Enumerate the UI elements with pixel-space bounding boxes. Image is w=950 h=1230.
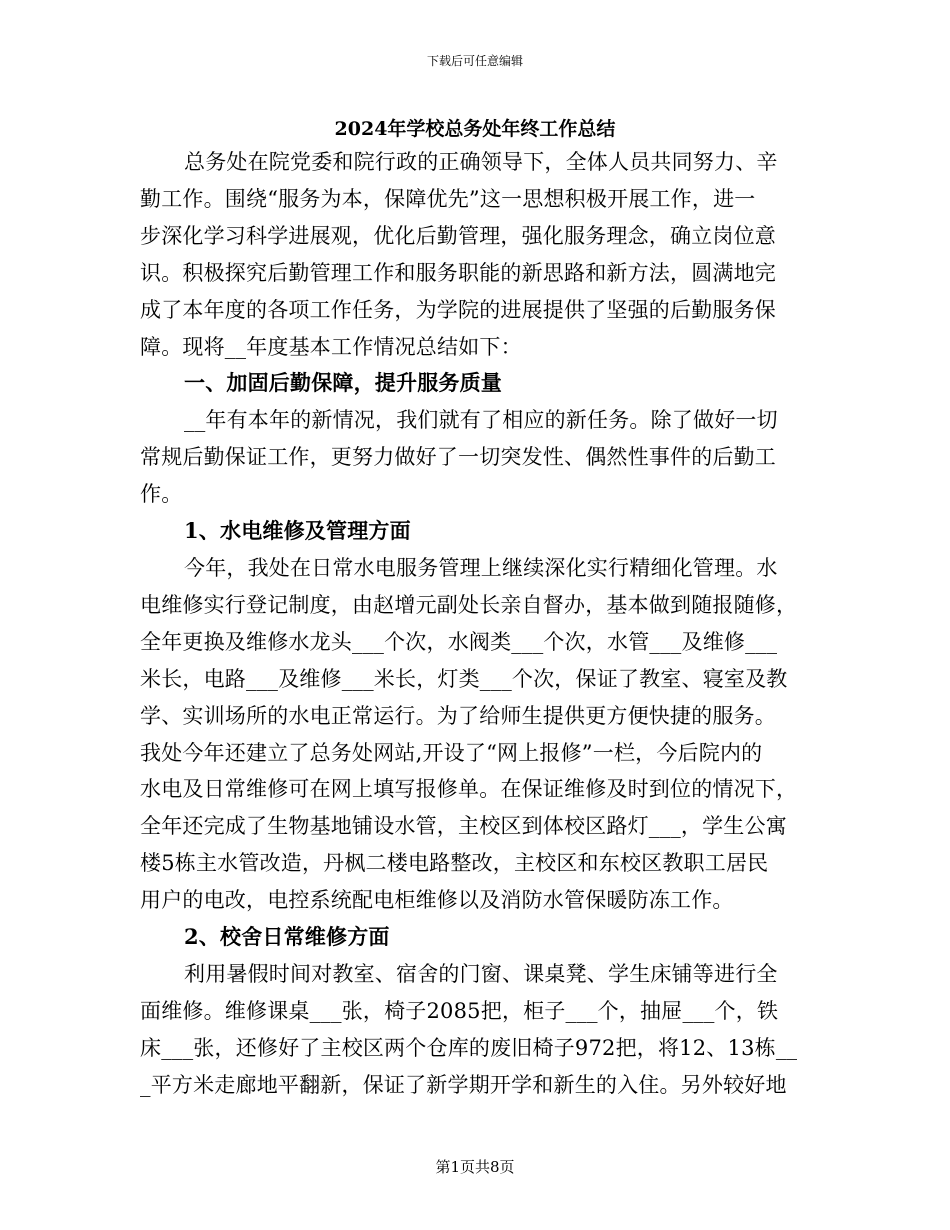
paragraph-line: 全年还完成了生物基地铺设水管，主校区到体校区路灯___，学生公寓 (140, 814, 787, 839)
paragraph-line: 步深化学习科学进展观，优化后勤管理，强化服务理念，确立岗位意 (140, 223, 776, 248)
paragraph-line: 勤工作。围绕“服务为本，保障优先”这一思想积极开展工作，进一 (140, 186, 756, 211)
page-footer: 第1页共8页 (435, 1158, 515, 1176)
paragraph-line: 米长，电路___及维修___米长，灯类___个次，保证了教室、寝室及教 (140, 666, 788, 691)
paragraph-line: 今年，我处在日常水电服务管理上继续深化实行精细化管理。水 (184, 555, 778, 580)
section-heading: 1、水电维修及管理方面 (184, 518, 411, 544)
paragraph-line: 床___张，还修好了主校区两个仓库的废旧椅子972把，将12、13栋__ (140, 1035, 798, 1060)
paragraph-line: 学、实训场所的水电正常运行。为了给师生提供更方便快捷的服务。 (140, 703, 776, 728)
paragraph-line: __年有本年的新情况，我们就有了相应的新任务。除了做好一切 (184, 408, 778, 433)
paragraph-line: 面维修。维修课桌___张，椅子2085把，柜子___个，抽屉___个，铁 (140, 998, 779, 1023)
paragraph-line: 楼5栋主水管改造，丹枫二楼电路整改，主校区和东校区教职工居民 (140, 851, 769, 876)
page-header-note: 下载后可任意编辑 (426, 54, 523, 68)
paragraph-line: 我处今年还建立了总务处网站,开设了“网上报修”一栏，今后院内的 (140, 740, 763, 765)
paragraph-line: 识。积极探究后勤管理工作和服务职能的新思路和新方法，圆满地完 (140, 260, 776, 285)
paragraph-line: 总务处在院党委和院行政的正确领导下，全体人员共同努力、辛 (184, 150, 778, 174)
section-heading: 2、校舍日常维修方面 (184, 924, 390, 950)
paragraph-line: 用户的电改，电控系统配电柜维修以及消防水管保暖防冻工作。 (140, 888, 734, 913)
section-heading: 一、加固后勤保障，提升服务质量 (184, 370, 502, 396)
paragraph-line: 常规后勤保证工作，更努力做好了一切突发性、偶然性事件的后勤工 (140, 445, 776, 470)
document-body (140, 144, 800, 1104)
paragraph-line: 全年更换及维修水龙头___个次，水阀类___个次，水管___及维修___ (140, 629, 778, 654)
paragraph-line: _平方米走廊地平翻新，保证了新学期开学和新生的入住。另外较好地 (140, 1072, 787, 1097)
document-title: 2024年学校总务处年终工作总结 (334, 118, 616, 140)
paragraph-line: 作。 (140, 482, 183, 507)
paragraph-line: 利用暑假时间对教室、宿舍的门窗、课桌凳、学生床铺等进行全 (184, 961, 778, 986)
paragraph-line: 障。现将__年度基本工作情况总结如下： (140, 334, 522, 359)
paragraph-line: 水电及日常维修可在网上填写报修单。在保证维修及时到位的情况下， (140, 777, 798, 802)
paragraph-line: 电维修实行登记制度，由赵增元副处长亲自督办，基本做到随报随修， (140, 592, 798, 617)
paragraph-line: 成了本年度的各项工作任务，为学院的进展提供了坚强的后勤服务保 (140, 297, 776, 322)
